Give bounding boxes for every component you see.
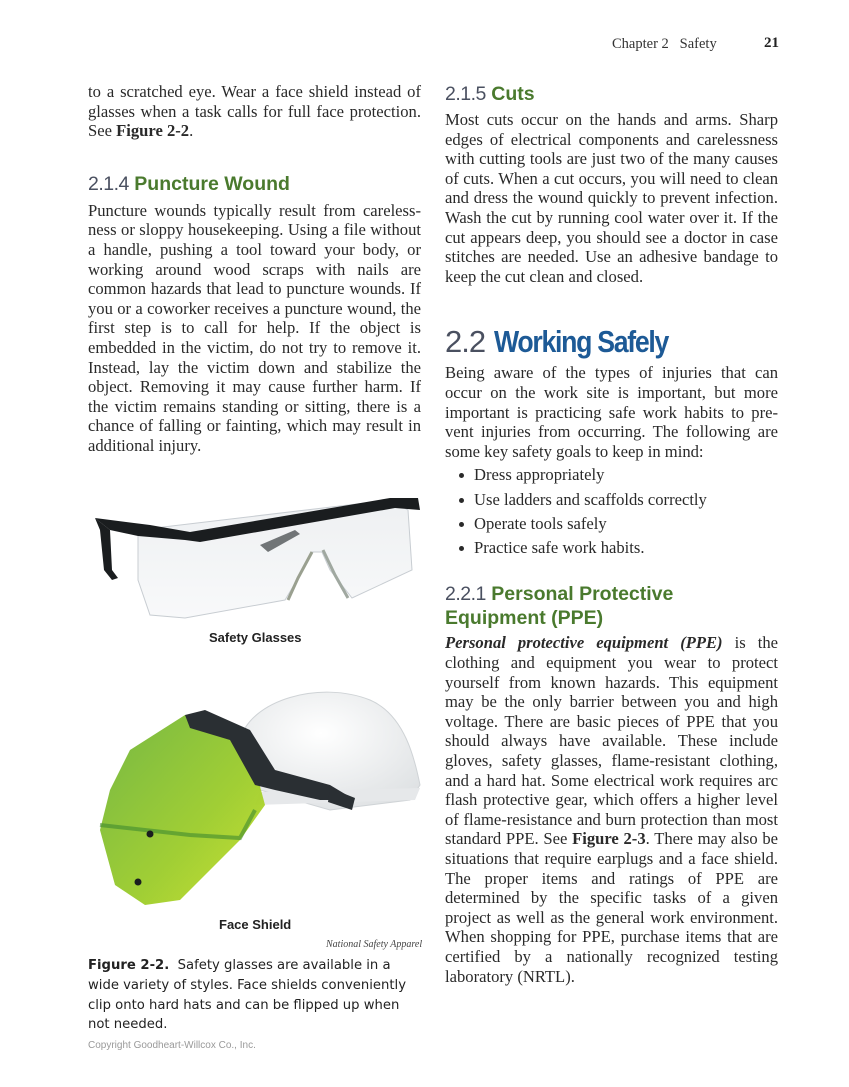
section-title: Puncture Wound	[134, 172, 290, 195]
list-item: Operate tools safely	[457, 514, 778, 534]
list-item: Dress appropriately	[457, 465, 778, 485]
puncture-wound-paragraph: Puncture wounds typically result from carelessness or sloppy housekeeping. Using a file without a handle, pushing a tool toward your body, or working around wood scraps with nails are common hazards that lead to puncture wounds. If you or a coworker receives a puncture wound, the first step is to call for help. If the object is embedded in the victim, do not try to remove it. Instead, lay the victim down and stabilize the object. Removing it may cause further harm. If the victim remains standing or sitting, there is a chance of falling or fainting, which may result in additional injury.	[88, 200, 421, 455]
section-heading-2-2-1	[445, 582, 778, 630]
section-number: 2.2	[445, 324, 486, 360]
figure-reference[interactable]: Figure 2-2	[116, 121, 190, 141]
cuts-paragraph: Most cuts occur on the hands and arms. Sharp edges of electrical components and carelessness with cutting tools are just two of the many causes of cuts. When a cut occurs, you will need to clean and dress the wound quickly to prevent infection. Wash the cut by running cool water over it. If the cut appears deep, you should see a doctor in case stitches are needed. Use an adhesive bandage to keep the cut clean and closed.	[445, 110, 778, 286]
list-item: Practice safe work habits.	[457, 538, 778, 558]
section-number: 2.2.1	[445, 583, 486, 606]
section-number: 2.1.4	[88, 172, 129, 195]
section-heading-2-2	[445, 324, 778, 360]
section-title: Cuts	[491, 83, 535, 105]
right-column	[445, 82, 778, 986]
safety-glasses-image	[90, 470, 425, 620]
page-number: 21	[764, 35, 779, 51]
section-title: Working Safely	[493, 324, 668, 360]
intro-text: to a scratched eye. Wear a face shield instead of glasses when a task calls for full face protection. See	[88, 82, 421, 141]
intro-text-end: .	[189, 121, 194, 141]
ppe-text-1: is the clothing and equipment you wear to protect yourself from known hazards. This equipment may be the only barrier between you and high voltage. There are basic pieces of PPE that you should always have available. These include gloves, safety glasses, flame-resistant clothing, and a hard hat. Some electrical work requires arc flash protective gear, which offers a higher level of flame-resistance and burn protection than most standard PPE. See	[445, 633, 778, 849]
working-safely-paragraph: Being aware of the types of injuries that can occur on the work site is important, but more important is practicing safe work habits to prevent injuries from occurring. The following are some key safety goals to keep in mind:	[445, 363, 778, 461]
face-shield-image	[90, 670, 425, 915]
ppe-text-2: . There may also be situations that require earplugs and a face shield. The proper items and ratings of PPE are determined by the specific tasks of a given project as well as the general work environment. When shopping for PPE, purchase items that are certified by a nationally recognized testing laboratory (NRTL).	[445, 829, 778, 986]
caption-figure-number: Figure 2-2.	[88, 958, 170, 973]
left-column	[88, 82, 421, 456]
section-heading-2-1-4	[88, 172, 421, 196]
list-item: Use ladders and scaffolds correctly	[457, 490, 778, 510]
figure-reference[interactable]: Figure 2-3	[572, 829, 646, 849]
figure-caption	[88, 956, 424, 1035]
intro-paragraph	[88, 82, 421, 141]
safety-goals-list	[445, 465, 778, 557]
copyright-footer: Copyright Goodheart-Willcox Co., Inc.	[88, 1040, 256, 1051]
photo-credit: National Safety Apparel	[326, 939, 423, 950]
section-title-line2: Equipment (PPE)	[445, 607, 604, 630]
figure-label-safety-glasses: Safety Glasses	[209, 630, 302, 645]
running-head: Chapter 2 Safety	[612, 36, 717, 52]
section-heading-2-1-5	[445, 82, 778, 106]
figure-label-face-shield: Face Shield	[219, 917, 292, 932]
section-number: 2.1.5	[445, 83, 486, 105]
ppe-term: Personal protective equipment (PPE)	[445, 633, 723, 653]
ppe-paragraph	[445, 633, 778, 986]
caption-text: Safety glasses are available in a wide variety of styles. Face shields conveniently clip onto hard hats and can be flipped up when not needed.	[88, 958, 406, 1033]
section-title-line1: Personal Protective	[491, 583, 674, 606]
